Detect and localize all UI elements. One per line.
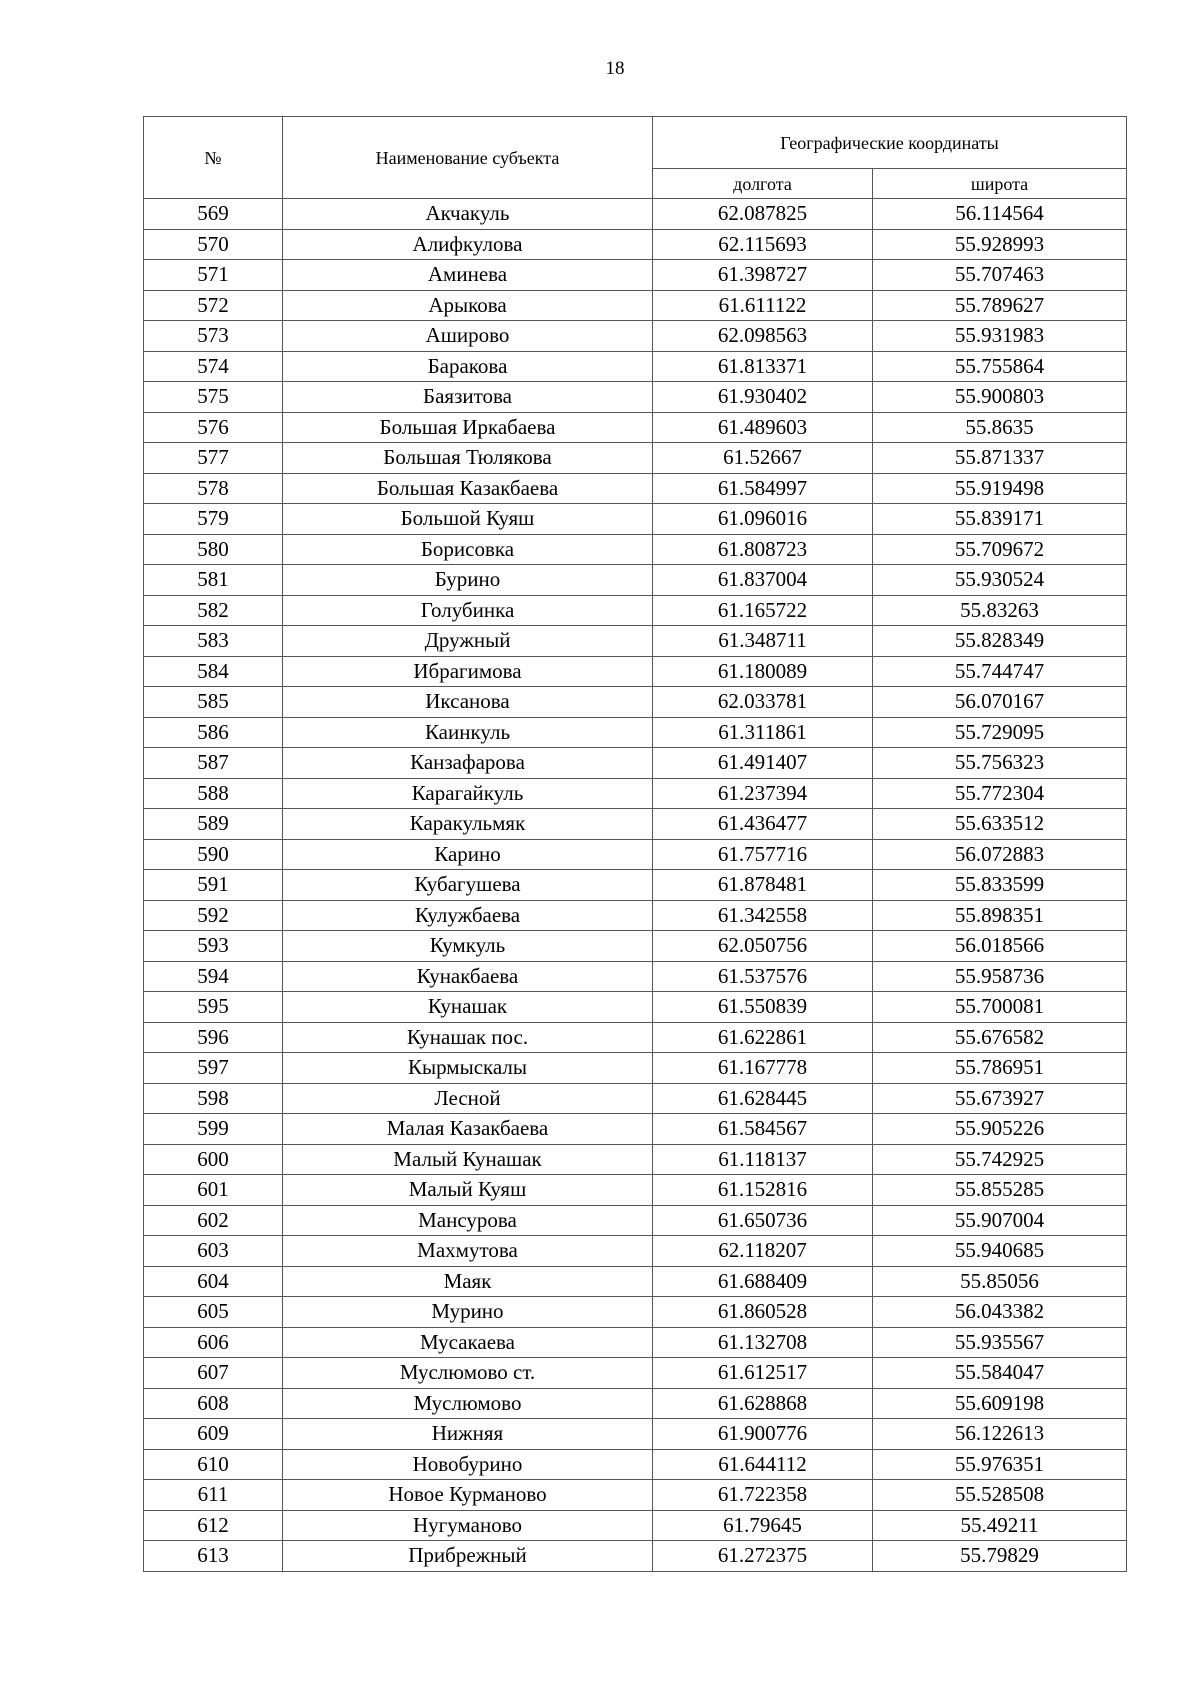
table-row [144,656,1127,687]
table-row [144,382,1127,413]
table-row [144,778,1127,809]
row-number: 599 [144,1114,283,1145]
latitude-value: 55.676582 [873,1022,1127,1053]
longitude-value: 61.628445 [653,1083,873,1114]
latitude-value: 55.855285 [873,1175,1127,1206]
subject-name: Большой Куяш [283,504,653,535]
table-row [144,1297,1127,1328]
table-row [144,809,1127,840]
table-row [144,443,1127,474]
longitude-value: 62.033781 [653,687,873,718]
row-number: 585 [144,687,283,718]
table-row [144,321,1127,352]
longitude-value: 61.118137 [653,1144,873,1175]
longitude-value: 61.491407 [653,748,873,779]
subject-name: Мансурова [283,1205,653,1236]
row-number: 591 [144,870,283,901]
subject-name: Мусакаева [283,1327,653,1358]
longitude-value: 61.611122 [653,290,873,321]
row-number: 581 [144,565,283,596]
page-number: 18 [605,58,625,79]
latitude-value: 55.744747 [873,656,1127,687]
subject-name: Кунашак [283,992,653,1023]
latitude-value: 56.018566 [873,931,1127,962]
longitude-value: 61.837004 [653,565,873,596]
longitude-value: 61.348711 [653,626,873,657]
latitude-value: 56.043382 [873,1297,1127,1328]
row-number: 589 [144,809,283,840]
row-number: 582 [144,595,283,626]
subject-name: Арыкова [283,290,653,321]
latitude-value: 55.789627 [873,290,1127,321]
subject-name: Кырмыскалы [283,1053,653,1084]
longitude-value: 61.167778 [653,1053,873,1084]
latitude-value: 55.900803 [873,382,1127,413]
row-number: 612 [144,1510,283,1541]
subject-name: Кубагушева [283,870,653,901]
subject-name: Нугуманово [283,1510,653,1541]
subject-name: Прибрежный [283,1541,653,1572]
row-number: 573 [144,321,283,352]
header-coordinates: Географические координаты [653,117,1127,169]
row-number: 569 [144,199,283,230]
table-row [144,748,1127,779]
row-number: 583 [144,626,283,657]
subject-name: Каракульмяк [283,809,653,840]
row-number: 571 [144,260,283,291]
longitude-value: 61.808723 [653,534,873,565]
longitude-value: 61.237394 [653,778,873,809]
subject-name: Борисовка [283,534,653,565]
table-row [144,351,1127,382]
row-number: 603 [144,1236,283,1267]
longitude-value: 61.584997 [653,473,873,504]
row-number: 576 [144,412,283,443]
table-row [144,1236,1127,1267]
table-row [144,1114,1127,1145]
longitude-value: 61.342558 [653,900,873,931]
row-number: 594 [144,961,283,992]
table-row [144,1205,1127,1236]
latitude-value: 55.528508 [873,1480,1127,1511]
table-body [144,199,1127,1572]
subject-name: Лесной [283,1083,653,1114]
longitude-value: 62.098563 [653,321,873,352]
row-number: 593 [144,931,283,962]
latitude-value: 55.584047 [873,1358,1127,1389]
latitude-value: 55.958736 [873,961,1127,992]
subject-name: Баракова [283,351,653,382]
longitude-value: 62.050756 [653,931,873,962]
longitude-value: 61.930402 [653,382,873,413]
table-row [144,1175,1127,1206]
table-row [144,1510,1127,1541]
table-header [144,117,1127,199]
latitude-value: 56.114564 [873,199,1127,230]
longitude-value: 62.087825 [653,199,873,230]
row-number: 579 [144,504,283,535]
table-row [144,1358,1127,1389]
table-row [144,595,1127,626]
subject-name: Новобурино [283,1449,653,1480]
longitude-value: 61.132708 [653,1327,873,1358]
row-number: 602 [144,1205,283,1236]
longitude-value: 61.584567 [653,1114,873,1145]
subject-name: Аширово [283,321,653,352]
table-row [144,260,1127,291]
latitude-value: 55.976351 [873,1449,1127,1480]
table-row [144,870,1127,901]
longitude-value: 61.900776 [653,1419,873,1450]
longitude-value: 61.165722 [653,595,873,626]
longitude-value: 61.644112 [653,1449,873,1480]
row-number: 607 [144,1358,283,1389]
row-number: 587 [144,748,283,779]
latitude-value: 55.49211 [873,1510,1127,1541]
latitude-value: 55.609198 [873,1388,1127,1419]
longitude-value: 61.650736 [653,1205,873,1236]
longitude-value: 61.722358 [653,1480,873,1511]
subject-name: Бурино [283,565,653,596]
subject-name: Маяк [283,1266,653,1297]
longitude-value: 61.79645 [653,1510,873,1541]
row-number: 596 [144,1022,283,1053]
row-number: 601 [144,1175,283,1206]
longitude-value: 61.311861 [653,717,873,748]
table-row [144,229,1127,260]
latitude-value: 55.772304 [873,778,1127,809]
subject-name: Кунашак пос. [283,1022,653,1053]
row-number: 572 [144,290,283,321]
header-name: Наименование субъекта [283,117,653,199]
subject-name: Баязитова [283,382,653,413]
longitude-value: 61.52667 [653,443,873,474]
row-number: 598 [144,1083,283,1114]
subject-name: Аминева [283,260,653,291]
header-number: № [144,117,283,199]
row-number: 584 [144,656,283,687]
latitude-value: 55.930524 [873,565,1127,596]
longitude-value: 61.096016 [653,504,873,535]
longitude-value: 61.813371 [653,351,873,382]
row-number: 588 [144,778,283,809]
subject-name: Большая Казакбаева [283,473,653,504]
latitude-value: 56.122613 [873,1419,1127,1450]
longitude-value: 61.398727 [653,260,873,291]
latitude-value: 55.673927 [873,1083,1127,1114]
subject-name: Алифкулова [283,229,653,260]
table-row [144,1266,1127,1297]
row-number: 597 [144,1053,283,1084]
row-number: 586 [144,717,283,748]
table-row [144,473,1127,504]
table-row [144,931,1127,962]
latitude-value: 55.85056 [873,1266,1127,1297]
subject-name: Кунакбаева [283,961,653,992]
longitude-value: 62.118207 [653,1236,873,1267]
table-row [144,1388,1127,1419]
subject-name: Малый Куяш [283,1175,653,1206]
table-row [144,839,1127,870]
latitude-value: 56.072883 [873,839,1127,870]
subject-name: Голубинка [283,595,653,626]
subject-name: Кумкуль [283,931,653,962]
longitude-value: 61.622861 [653,1022,873,1053]
latitude-value: 55.79829 [873,1541,1127,1572]
subject-name: Каинкуль [283,717,653,748]
latitude-value: 55.709672 [873,534,1127,565]
row-number: 604 [144,1266,283,1297]
subject-name: Ибрагимова [283,656,653,687]
latitude-value: 55.898351 [873,900,1127,931]
table-row [144,504,1127,535]
table-row [144,900,1127,931]
latitude-value: 55.871337 [873,443,1127,474]
row-number: 611 [144,1480,283,1511]
latitude-value: 55.633512 [873,809,1127,840]
subject-name: Большая Тюлякова [283,443,653,474]
table-row [144,1327,1127,1358]
row-number: 575 [144,382,283,413]
latitude-value: 56.070167 [873,687,1127,718]
coordinates-table [143,116,1127,1572]
subject-name: Кулужбаева [283,900,653,931]
latitude-value: 55.700081 [873,992,1127,1023]
longitude-value: 61.180089 [653,656,873,687]
subject-name: Большая Иркабаева [283,412,653,443]
longitude-value: 61.628868 [653,1388,873,1419]
table-row [144,565,1127,596]
table-row [144,290,1127,321]
subject-name: Муслюмово [283,1388,653,1419]
subject-name: Малая Казакбаева [283,1114,653,1145]
row-number: 605 [144,1297,283,1328]
row-number: 590 [144,839,283,870]
longitude-value: 62.115693 [653,229,873,260]
latitude-value: 55.928993 [873,229,1127,260]
latitude-value: 55.742925 [873,1144,1127,1175]
row-number: 592 [144,900,283,931]
table-row [144,1144,1127,1175]
latitude-value: 55.940685 [873,1236,1127,1267]
table-row [144,1419,1127,1450]
latitude-value: 55.839171 [873,504,1127,535]
subject-name: Нижняя [283,1419,653,1450]
table-row [144,1541,1127,1572]
subject-name: Акчакуль [283,199,653,230]
latitude-value: 55.919498 [873,473,1127,504]
table-row [144,717,1127,748]
longitude-value: 61.878481 [653,870,873,901]
row-number: 595 [144,992,283,1023]
row-number: 613 [144,1541,283,1572]
longitude-value: 61.537576 [653,961,873,992]
row-number: 609 [144,1419,283,1450]
latitude-value: 55.8635 [873,412,1127,443]
header-longitude: долгота [653,169,873,199]
latitude-value: 55.786951 [873,1053,1127,1084]
longitude-value: 61.152816 [653,1175,873,1206]
row-number: 608 [144,1388,283,1419]
subject-name: Иксанова [283,687,653,718]
latitude-value: 55.833599 [873,870,1127,901]
latitude-value: 55.756323 [873,748,1127,779]
row-number: 578 [144,473,283,504]
latitude-value: 55.905226 [873,1114,1127,1145]
row-number: 570 [144,229,283,260]
longitude-value: 61.860528 [653,1297,873,1328]
table-row [144,1022,1127,1053]
latitude-value: 55.828349 [873,626,1127,657]
latitude-value: 55.755864 [873,351,1127,382]
latitude-value: 55.935567 [873,1327,1127,1358]
subject-name: Новое Курманово [283,1480,653,1511]
subject-name: Малый Кунашак [283,1144,653,1175]
table-row [144,534,1127,565]
table-row [144,626,1127,657]
longitude-value: 61.272375 [653,1541,873,1572]
longitude-value: 61.688409 [653,1266,873,1297]
subject-name: Карагайкуль [283,778,653,809]
longitude-value: 61.436477 [653,809,873,840]
table-row [144,1449,1127,1480]
table-row [144,1480,1127,1511]
latitude-value: 55.707463 [873,260,1127,291]
table-row [144,1083,1127,1114]
table-row [144,961,1127,992]
row-number: 580 [144,534,283,565]
subject-name: Махмутова [283,1236,653,1267]
row-number: 574 [144,351,283,382]
longitude-value: 61.757716 [653,839,873,870]
row-number: 610 [144,1449,283,1480]
longitude-value: 61.550839 [653,992,873,1023]
longitude-value: 61.489603 [653,412,873,443]
table-row [144,412,1127,443]
header-latitude: широта [873,169,1127,199]
latitude-value: 55.907004 [873,1205,1127,1236]
table-row [144,1053,1127,1084]
subject-name: Дружный [283,626,653,657]
table-row [144,992,1127,1023]
subject-name: Канзафарова [283,748,653,779]
subject-name: Карино [283,839,653,870]
table-row [144,199,1127,230]
row-number: 577 [144,443,283,474]
table-row [144,687,1127,718]
latitude-value: 55.931983 [873,321,1127,352]
longitude-value: 61.612517 [653,1358,873,1389]
latitude-value: 55.729095 [873,717,1127,748]
latitude-value: 55.83263 [873,595,1127,626]
subject-name: Муслюмово ст. [283,1358,653,1389]
subject-name: Мурино [283,1297,653,1328]
row-number: 600 [144,1144,283,1175]
row-number: 606 [144,1327,283,1358]
